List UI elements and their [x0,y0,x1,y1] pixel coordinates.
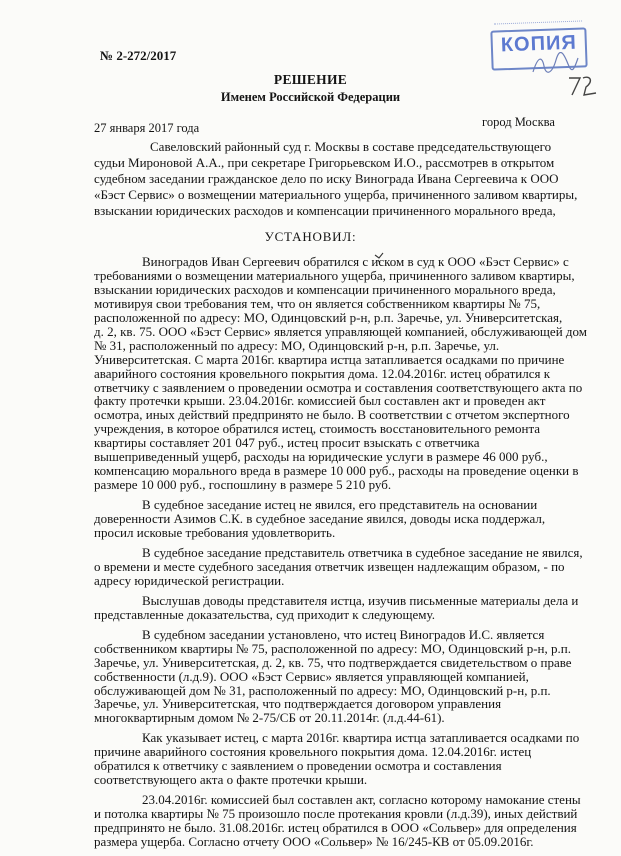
text-line: мотивируя свои требования тем, что он является собственником квартиры № 75, [94,296,541,311]
text-line: Университетская. С марта 2016г. квартира истца затапливается осадками по причине [94,352,565,367]
text-line: взыскании юридических расходов и компенсации причиненного морального вреда, [94,203,556,218]
text-line: судебном заседании гражданское дело по иску Винограда Ивана Сергеевича к ООО [94,171,559,186]
document-date: 27 января 2017 года [94,121,200,135]
text-line: ответчику с заявлением о проведении осмотра и составления соответствующего акта по [94,380,583,395]
case-number: № 2-272/2017 [100,48,177,63]
text-line: размере 10 000 руб., госпошлину в размере 5 210 руб. [94,477,392,492]
text-line: осмотра, иных действий предпринято не было. В соответствии с отчетом экспертного [94,407,570,422]
text-line: д. 2, кв. 75. ООО «Бэст Сервис» является управляющей компанией, обслуживающей дом [94,324,587,339]
text-line: соответствующего акта о факте протечки крыши. [94,772,368,787]
text-line: и потолка квартиры № 75 произошло после протекания кровли (л.д.39), иных действий [94,806,578,821]
text-line: Заречье, ул. Университетская, д. 2, кв. 75, что подтверждается свидетельством о праве [94,655,572,670]
stamp-border-detail [494,20,582,30]
text-line: Выслушав доводы представителя истца, изучив письменные материалы дела и [142,593,579,608]
text-line: доверенности Азимов С.К. в судебное заседание явился, доводы иска поддержал, [94,511,546,526]
text-line: В судебное заседание представитель ответчика в судебное заседание не явился, [142,545,583,560]
text-line: представленные доказательства, суд приходит к следующему. [94,607,435,622]
text-line: причине аварийного состояния кровельного покрытия дома. 12.04.2016г. истец [94,744,532,759]
text-line: компенсацию морального вреда в размере 10 000 руб., расходы на проведение оценки в [94,463,579,478]
section-heading: УСТАНОВИЛ: [264,229,357,244]
text-line: обратился к ответчику с заявлением о проведении осмотра и составления [94,758,502,773]
text-line: предпринято не было. 31.08.2016г. истец обратился в ООО «Сольвер» для определения [94,820,577,835]
text-line: собственности (л.д.9). ООО «Бэст Сервис» является управляющей компанией, [94,669,529,684]
text-line: «Бэст Сервис» о возмещении материального ущерба, причиненного заливом квартиры, [94,187,578,202]
text-line: многоквартирным домом № 2-75/СБ от 20.11.2014г. (л.д.44-61). [94,710,445,725]
text-line: Заречье, ул. Университетская, что подтверждается договором управления [94,696,502,711]
text-line: размера ущерба. Согласно отчету ООО «Сольвер» № 16/245-КВ от 05.09.2016г. [94,834,534,849]
text-line: В судебное заседание истец не явился, его представитель на основании [142,497,538,512]
text-line: 23.04.2016г. комиссией был составлен акт, согласно которому намокание стены [142,792,581,807]
document-subtitle: Именем Российской Федерации [220,90,401,104]
text-line: Савеловский районный суд г. Москвы в составе председательствующего [150,139,552,154]
text-line: адресу юридической регистрации. [94,573,285,588]
text-line: учреждения, в которое обратился истец, стоимость восстановительного ремонта [94,421,541,436]
text-line: Как указывает истец, с марта 2016г. квартира истца затапливается осадками по [142,730,580,745]
text-line: вышеприведенный ущерб, расходы на юридические услуги в размере 46 000 руб., [94,449,548,464]
text-line: Виноградов Иван Сергеевич обратился с иском в суд к ООО «Бэст Сервис» с [142,254,569,269]
text-line: требованиями о возмещении материального ущерба, причиненного заливом квартиры, [94,268,575,283]
text-line: обслуживающей дом № 31, расположенный по адресу: МО, Одинцовский р-н, р.п. [94,683,551,698]
stamp-label: КОПИЯ [500,31,578,57]
document-city: город Москва [482,115,555,129]
text-line: просил исковые требования удовлетворить. [94,525,336,540]
text-line: факту протечки крыши. 23.04.2016г. комиссией был составлен акт и проведен акт [94,393,546,408]
text-line: собственником квартиры № 75, расположенной по адресу: МО, Одинцовский р-н, р.п. [94,641,571,656]
text-line: взыскании юридических расходов и компенсации причиненного морального вреда, [94,282,556,297]
text-line: квартиры составляет 201 047 руб., истец просит взыскать с ответчика [94,435,480,450]
text-line: расположенной по адресу: МО, Одинцовский р-н, р.п. Заречье, ул. Университетская, [94,310,563,325]
text-line: судьи Мироновой А.А., при секретаре Григорьевском И.О., рассмотрев в открытом [94,155,555,170]
text-line: В судебном заседании установлено, что истец Виноградов И.С. является [142,627,545,642]
text-line: о времени и месте судебного заседания ответчик извещен надлежащим образом, - по [94,559,565,574]
text-line: аварийного состояния кровельного покрытия дома. 12.04.2016г. истец обратился к [94,366,551,381]
text-line: № 31, расположенный по адресу: МО, Одинцовский р-н, р.п. Заречье, ул. [94,338,500,353]
document-title: РЕШЕНИЕ [273,72,348,87]
